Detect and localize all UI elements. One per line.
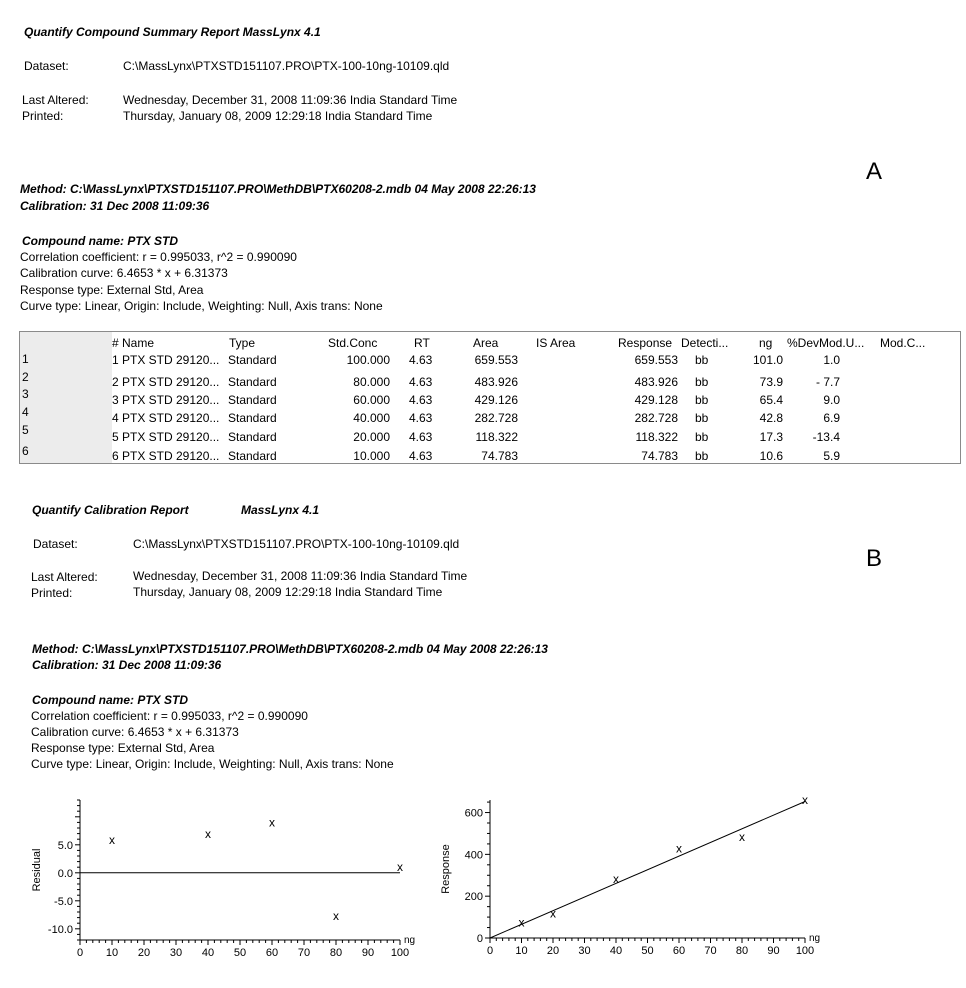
cell-rt: 4.63 bbox=[409, 411, 433, 425]
cell-type: Standard bbox=[228, 375, 277, 389]
cell-area: 282.728 bbox=[474, 411, 518, 425]
cell-detection: bb bbox=[695, 430, 709, 444]
cell-detection: bb bbox=[695, 393, 709, 407]
x-tick-label: 0 bbox=[76, 947, 84, 959]
col-header-name[interactable]: # Name bbox=[112, 336, 155, 350]
cell-num: 6 bbox=[112, 449, 119, 463]
report-b-curve: Calibration curve: 6.4653 * x + 6.31373 bbox=[31, 725, 239, 739]
x-tick-label: 60 bbox=[265, 947, 279, 959]
col-header-area[interactable]: Area bbox=[473, 336, 499, 350]
report-a-dataset-label: Dataset: bbox=[24, 59, 69, 73]
cell-num: 1 bbox=[112, 353, 119, 367]
report-b-dataset-value: C:\MassLynx\PTXSTD151107.PRO\PTX-100-10ng-10109.qld bbox=[133, 537, 460, 551]
cell-std-conc: 80.000 bbox=[353, 375, 390, 389]
report-a-calibration: Calibration: 31 Dec 2008 11:09:36 bbox=[20, 199, 210, 213]
cell-name: PTX STD 29120... bbox=[122, 393, 220, 407]
response-chart bbox=[432, 786, 832, 976]
cell-ng: 10.6 bbox=[759, 449, 783, 463]
cell-name: PTX STD 29120... bbox=[122, 430, 220, 444]
report-a-curve: Calibration curve: 6.4653 * x + 6.31373 bbox=[20, 266, 228, 280]
x-tick-label: 80 bbox=[735, 945, 749, 957]
col-header-std-conc[interactable]: Std.Conc bbox=[328, 336, 378, 350]
data-point-marker: x bbox=[269, 815, 275, 830]
x-axis-label: ng bbox=[404, 935, 416, 946]
row-number: 6 bbox=[22, 444, 29, 458]
cell-response: 429.128 bbox=[634, 393, 678, 407]
report-b-title: Quantify Calibration Report bbox=[32, 503, 189, 517]
x-tick-label: 90 bbox=[767, 945, 780, 957]
report-b-letter: B bbox=[866, 545, 883, 572]
cell-ng: 42.8 bbox=[759, 411, 783, 425]
col-header-mod-u[interactable]: Mod.U... bbox=[819, 336, 865, 350]
x-tick-label: 10 bbox=[515, 945, 528, 957]
report-b-method: Method: C:\MassLynx\PTXSTD151107.PRO\MethDB\PTX60208-2.mdb 04 May 2008 22:26:13 bbox=[32, 642, 548, 656]
cell-rt: 4.63 bbox=[409, 353, 433, 367]
cell-response: 74.783 bbox=[641, 449, 678, 463]
report-b-printed-value: Thursday, January 08, 2009 12:29:18 India Standard Time bbox=[133, 585, 443, 599]
cell-type: Standard bbox=[228, 353, 277, 367]
cell-ng: 65.4 bbox=[759, 393, 783, 407]
data-point-marker: x bbox=[109, 832, 115, 847]
report-b-compound-name: Compound name: PTX STD bbox=[32, 693, 188, 707]
row-number: 1 bbox=[22, 352, 29, 366]
cell-area: 659.553 bbox=[474, 353, 518, 367]
x-axis-label: ng bbox=[809, 933, 821, 944]
cell-ng: 73.9 bbox=[759, 375, 783, 389]
report-a-curve-type: Curve type: Linear, Origin: Include, Weighting: Null, Axis trans: None bbox=[20, 299, 383, 313]
x-tick-label: 80 bbox=[329, 947, 343, 959]
cell-response: 659.553 bbox=[634, 353, 678, 367]
data-point-marker: x bbox=[613, 871, 619, 886]
x-tick-label: 40 bbox=[609, 945, 623, 957]
report-b-printed-label: Printed: bbox=[31, 586, 73, 600]
x-tick-label: 10 bbox=[105, 947, 119, 959]
cell-area: 483.926 bbox=[474, 375, 518, 389]
cell-area: 74.783 bbox=[481, 449, 518, 463]
col-header-dev[interactable]: %Dev bbox=[787, 336, 820, 350]
cell-type: Standard bbox=[228, 430, 277, 444]
report-b-calibration: Calibration: 31 Dec 2008 11:09:36 bbox=[32, 658, 222, 672]
report-a-title: Quantify Compound Summary Report MassLynx 4.1 bbox=[24, 25, 321, 39]
col-header-ng[interactable]: ng bbox=[759, 336, 773, 350]
cell-type: Standard bbox=[228, 411, 277, 425]
cell-name: PTX STD 29120... bbox=[122, 411, 220, 425]
row-number: 5 bbox=[22, 423, 29, 437]
report-a-response-type: Response type: External Std, Area bbox=[20, 283, 204, 297]
cell-num: 4 bbox=[112, 411, 119, 425]
cell-std-conc: 100.000 bbox=[346, 353, 390, 367]
cell-dev: 5.9 bbox=[823, 449, 840, 463]
cell-ng: 17.3 bbox=[759, 430, 783, 444]
col-header-detection[interactable]: Detecti... bbox=[681, 336, 729, 350]
report-b-dataset-label: Dataset: bbox=[33, 537, 78, 551]
cell-std-conc: 60.000 bbox=[353, 393, 390, 407]
cell-detection: bb bbox=[695, 411, 709, 425]
y-axis-label: Response bbox=[440, 844, 452, 894]
x-tick-label: 60 bbox=[672, 945, 686, 957]
results-table bbox=[19, 331, 961, 464]
y-tick-label: 0 bbox=[476, 933, 483, 945]
cell-num: 2 bbox=[112, 375, 119, 389]
x-tick-label: 100 bbox=[795, 945, 815, 957]
x-tick-label: 20 bbox=[546, 945, 560, 957]
cell-name: PTX STD 29120... bbox=[122, 449, 220, 463]
report-b-correlation: Correlation coefficient: r = 0.995033, r^2 = 0.990090 bbox=[31, 709, 308, 723]
data-point-marker: x bbox=[397, 860, 403, 875]
x-tick-label: 50 bbox=[233, 947, 247, 959]
data-point-marker: x bbox=[802, 793, 808, 808]
data-point-marker: x bbox=[518, 915, 525, 930]
cell-rt: 4.63 bbox=[409, 449, 433, 463]
col-header-response[interactable]: Response bbox=[618, 336, 673, 350]
y-axis-label: Residual bbox=[31, 848, 43, 892]
report-a-method: Method: C:\MassLynx\PTXSTD151107.PRO\MethDB\PTX60208-2.mdb 04 May 2008 22:26:13 bbox=[20, 182, 536, 196]
report-b-curve-type: Curve type: Linear, Origin: Include, Weighting: Null, Axis trans: None bbox=[31, 757, 394, 771]
cell-detection: bb bbox=[695, 449, 709, 463]
x-tick-label: 90 bbox=[361, 947, 375, 959]
y-tick-label: 5.0 bbox=[57, 839, 73, 852]
row-number: 2 bbox=[22, 370, 29, 384]
cell-std-conc: 40.000 bbox=[353, 411, 390, 425]
data-point-marker: x bbox=[550, 906, 556, 921]
data-point-marker: x bbox=[676, 841, 682, 856]
cell-detection: bb bbox=[695, 375, 709, 389]
y-tick-label: 200 bbox=[464, 891, 483, 904]
report-a-correlation: Correlation coefficient: r = 0.995033, r^2 = 0.990090 bbox=[20, 250, 297, 264]
x-tick-label: 70 bbox=[704, 945, 717, 957]
y-tick-label: -5.0 bbox=[54, 895, 73, 908]
report-a-printed-label: Printed: bbox=[22, 109, 64, 123]
data-point-marker: x bbox=[205, 827, 211, 842]
calibration-fit-line bbox=[490, 801, 805, 938]
row-number-column bbox=[20, 332, 112, 463]
x-tick-label: 40 bbox=[201, 947, 215, 959]
cell-rt: 4.63 bbox=[409, 375, 433, 389]
cell-detection: bb bbox=[695, 353, 709, 367]
y-tick-label: 0.0 bbox=[57, 867, 73, 880]
cell-type: Standard bbox=[228, 449, 277, 463]
x-tick-label: 30 bbox=[169, 947, 183, 959]
report-b-title-app: MassLynx 4.1 bbox=[241, 503, 320, 517]
report-a-last-altered-value: Wednesday, December 31, 2008 11:09:36 India Standard Time bbox=[123, 93, 458, 107]
report-a-dataset-value: C:\MassLynx\PTXSTD151107.PRO\PTX-100-10ng-10109.qld bbox=[123, 59, 450, 73]
col-header-mod-c[interactable]: Mod.C... bbox=[880, 336, 926, 350]
col-header-is-area[interactable]: IS Area bbox=[536, 336, 576, 350]
row-number: 3 bbox=[22, 387, 29, 401]
x-tick-label: 0 bbox=[486, 945, 494, 957]
cell-name: PTX STD 29120... bbox=[122, 375, 220, 389]
report-a-compound-name: Compound name: PTX STD bbox=[22, 234, 178, 248]
cell-response: 282.728 bbox=[634, 411, 678, 425]
report-a-last-altered-label: Last Altered: bbox=[22, 93, 89, 107]
cell-dev: -13.4 bbox=[812, 430, 840, 444]
cell-dev: - 7.7 bbox=[815, 375, 840, 389]
cell-dev: 6.9 bbox=[823, 411, 840, 425]
report-b-last-altered-label: Last Altered: bbox=[31, 570, 98, 584]
cell-ng: 101.0 bbox=[752, 353, 783, 367]
report-b-response-type: Response type: External Std, Area bbox=[31, 741, 215, 755]
cell-dev: 1.0 bbox=[823, 353, 840, 367]
cell-dev: 9.0 bbox=[823, 393, 840, 407]
cell-area: 118.322 bbox=[475, 430, 518, 444]
cell-area: 429.126 bbox=[474, 393, 518, 407]
col-header-type[interactable]: Type bbox=[229, 336, 256, 350]
x-tick-label: 100 bbox=[390, 947, 410, 959]
y-tick-label: 600 bbox=[464, 807, 483, 820]
y-tick-label: -10.0 bbox=[47, 923, 73, 936]
residual-chart bbox=[20, 786, 420, 976]
cell-response: 483.926 bbox=[634, 375, 678, 389]
report-a-printed-value: Thursday, January 08, 2009 12:29:18 India Standard Time bbox=[123, 109, 433, 123]
cell-num: 3 bbox=[112, 393, 119, 407]
cell-std-conc: 10.000 bbox=[353, 449, 390, 463]
x-tick-label: 20 bbox=[137, 947, 151, 959]
report-b-last-altered-value: Wednesday, December 31, 2008 11:09:36 India Standard Time bbox=[133, 569, 468, 583]
cell-std-conc: 20.000 bbox=[353, 430, 390, 444]
cell-type: Standard bbox=[228, 393, 277, 407]
x-tick-label: 70 bbox=[297, 947, 311, 959]
cell-name: PTX STD 29120... bbox=[122, 353, 220, 367]
cell-response: 118.322 bbox=[635, 430, 678, 444]
cell-rt: 4.63 bbox=[409, 393, 433, 407]
data-point-marker: x bbox=[739, 829, 745, 844]
row-number: 4 bbox=[22, 405, 29, 419]
y-tick-label: 400 bbox=[464, 849, 483, 862]
x-tick-label: 30 bbox=[578, 945, 591, 957]
x-tick-label: 50 bbox=[641, 945, 654, 957]
cell-num: 5 bbox=[112, 430, 119, 444]
col-header-rt[interactable]: RT bbox=[414, 336, 430, 350]
cell-rt: 4.63 bbox=[409, 430, 433, 444]
data-point-marker: x bbox=[333, 908, 339, 923]
report-a-letter: A bbox=[866, 158, 883, 185]
